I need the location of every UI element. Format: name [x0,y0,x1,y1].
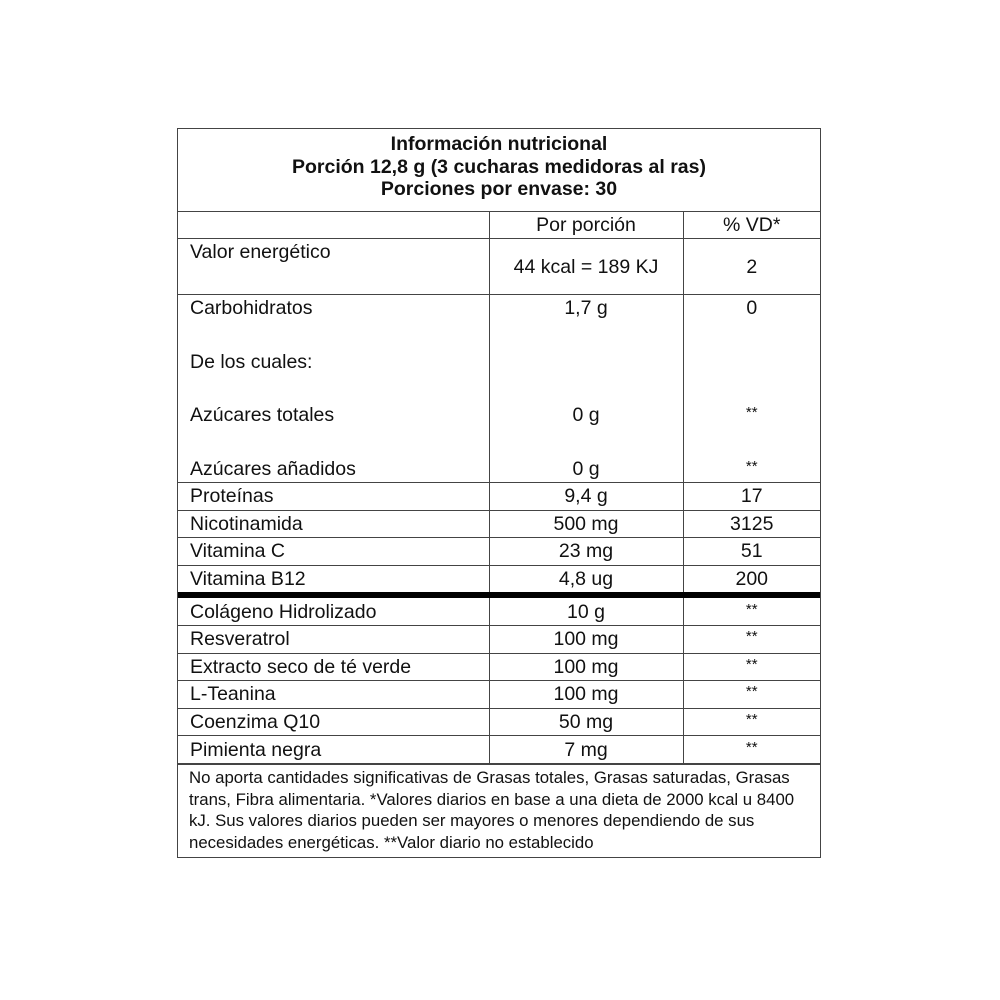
row-carbohydrates [178,295,820,483]
carb-amounts-cell [489,295,683,483]
nutrient-dv: ** [745,457,758,475]
label-title: Información nutricional [390,133,608,155]
ingredient-dv: ** [745,738,758,756]
row-energy [178,239,820,295]
nutrition-table [178,212,820,764]
nutrient-name: Nicotinamida [178,510,489,538]
nutrient-amount: 23 mg [489,538,683,566]
ingredient-dv: ** [745,711,758,729]
nutrient-name: Azúcares totales [190,404,335,426]
row-nutrient [178,565,820,595]
nutrient-amount: 500 mg [489,510,683,538]
nutrient-dv: 3125 [683,510,820,538]
row-nutrient [178,538,820,566]
label-header [178,129,820,212]
ingredient-dv: ** [745,628,758,646]
footnote: No aporta cantidades significativas de Grasas totales, Grasas saturadas, Grasas trans, Fibra alimentaria. *Valores diarios en base a una dieta de 2000 kcal u 8400 kJ. Sus valores diarios pueden ser mayores o menores dependiendo de sus necesidades energéticas. **Valor diario no establecido [178,764,820,857]
nutrient-dv: 200 [683,565,820,595]
row-other-ingredient [178,653,820,681]
row-other-ingredient [178,708,820,736]
of-which-label: De los cuales: [190,350,313,373]
ingredient-dv: ** [745,655,758,673]
nutrient-dv: 51 [683,538,820,566]
column-header-row [178,212,820,239]
column-header-per-portion: Por porción [489,212,683,239]
carb-names-cell [178,295,489,483]
ingredient-dv: ** [745,600,758,618]
column-header-dv: % VD* [683,212,820,239]
ingredient-amount: 50 mg [489,708,683,736]
spacer [684,349,821,403]
ingredient-amount: 7 mg [489,736,683,764]
nutrient-amount: 9,4 g [489,483,683,511]
nutrient-dv: 17 [683,483,820,511]
nutrient-amount: 0 g [572,457,600,480]
carb-dv-cell [683,295,820,483]
nutrient-name: Valor energético [178,239,489,295]
nutrient-dv: 2 [683,239,820,295]
ingredient-name: L-Teanina [178,681,489,709]
row-other-ingredient [178,595,820,625]
nutrient-name: Vitamina C [178,538,489,566]
ingredient-name: Resveratrol [178,625,489,653]
ingredient-name: Coenzima Q10 [178,708,489,736]
portion-size: Porción 12,8 g (3 cucharas medidoras al ras) [291,155,706,178]
row-nutrient [178,483,820,511]
nutrient-name: Carbohidratos [190,297,313,319]
ingredient-amount: 100 mg [489,681,683,709]
spacer [490,349,683,403]
row-nutrient [178,510,820,538]
nutrient-name: Vitamina B12 [178,565,489,595]
nutrient-amount: 44 kcal = 189 KJ [489,239,683,295]
nutrient-name: Proteínas [178,483,489,511]
row-other-ingredient [178,736,820,764]
ingredient-dv: ** [745,683,758,701]
ingredient-name: Pimienta negra [178,736,489,764]
row-other-ingredient [178,625,820,653]
ingredient-name: Colágeno Hidrolizado [178,595,489,625]
column-header-nutrient [178,212,489,239]
nutrient-amount: 1,7 g [564,297,608,319]
ingredient-amount: 100 mg [489,653,683,681]
servings-per-container: Porciones por envase: 30 [380,178,618,200]
row-other-ingredient [178,681,820,709]
nutrition-facts-label [177,128,821,858]
ingredient-amount: 100 mg [489,625,683,653]
nutrient-dv: 0 [746,297,758,319]
nutrient-amount: 0 g [572,404,600,426]
ingredient-name: Extracto seco de té verde [178,653,489,681]
nutrient-name: Azúcares añadidos [190,457,356,480]
nutrient-dv: ** [745,404,758,421]
nutrient-amount: 4,8 ug [489,565,683,595]
ingredient-amount: 10 g [489,595,683,625]
